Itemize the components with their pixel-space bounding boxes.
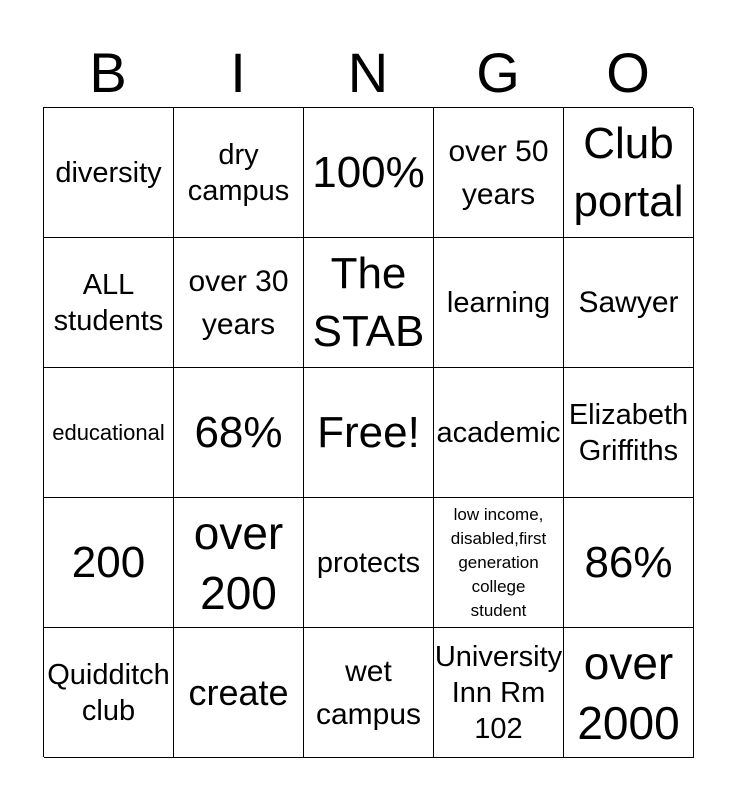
bingo-cell[interactable] (564, 628, 694, 758)
cell-label: 200 (71, 537, 146, 587)
bingo-cell[interactable] (174, 238, 304, 368)
header-letter-i: I (230, 41, 246, 104)
bingo-grid (43, 107, 693, 757)
header-letter-g: G (476, 41, 520, 104)
cell-label: wet campus (315, 654, 422, 731)
bingo-cell[interactable] (304, 108, 434, 238)
bingo-cell[interactable] (44, 628, 174, 758)
bingo-cell[interactable] (434, 498, 564, 628)
bingo-cell[interactable] (564, 108, 694, 238)
cell-label: educational (52, 419, 165, 445)
bingo-cell[interactable] (44, 498, 174, 628)
bingo-cell[interactable] (174, 628, 304, 758)
cell-label: protects (316, 546, 421, 579)
cell-label: Free! (317, 407, 420, 457)
bingo-cell[interactable] (564, 368, 694, 498)
cell-label: learning (446, 286, 551, 319)
cell-label: dry campus (187, 138, 290, 207)
cell-label: 86% (584, 537, 673, 587)
bingo-cell[interactable] (44, 108, 174, 238)
cell-label: diversity (55, 156, 162, 189)
cell-label: over 200 (193, 506, 284, 619)
cell-label: University Inn Rm 102 (434, 640, 563, 745)
cell-label: ALL students (53, 268, 164, 337)
cell-label: over 2000 (577, 636, 680, 749)
bingo-cell[interactable] (44, 238, 174, 368)
cell-label: low income, disabled,first generation college student (450, 504, 547, 620)
cell-label: Sawyer (578, 286, 679, 319)
cell-label: 68% (194, 407, 283, 457)
header-letter-b: B (89, 41, 127, 104)
cell-label: over 30 years (188, 264, 289, 341)
bingo-cell[interactable] (434, 108, 564, 238)
cell-label: 100% (312, 147, 425, 197)
cell-label: create (188, 671, 289, 713)
bingo-cell[interactable] (304, 498, 434, 628)
cell-label: academic (436, 416, 561, 449)
bingo-cell[interactable] (174, 368, 304, 498)
bingo-cell[interactable] (434, 238, 564, 368)
cell-label: Club portal (573, 118, 684, 226)
bingo-header (43, 38, 693, 108)
header-letter-o: O (606, 41, 650, 104)
bingo-cell[interactable] (434, 368, 564, 498)
cell-label: The STAB (312, 248, 425, 356)
bingo-cell[interactable] (304, 238, 434, 368)
bingo-cell[interactable] (564, 238, 694, 368)
cell-label: Elizabeth Griffiths (568, 398, 689, 467)
bingo-cell[interactable] (564, 498, 694, 628)
bingo-cell[interactable] (304, 368, 434, 498)
cell-label: Quidditch club (47, 658, 170, 727)
bingo-cell[interactable] (434, 628, 564, 758)
bingo-cell[interactable] (174, 498, 304, 628)
header-letter-n: N (347, 41, 389, 104)
bingo-cell[interactable] (44, 368, 174, 498)
cell-label: over 50 years (448, 134, 549, 211)
bingo-cell[interactable] (304, 628, 434, 758)
bingo-cell[interactable] (174, 108, 304, 238)
